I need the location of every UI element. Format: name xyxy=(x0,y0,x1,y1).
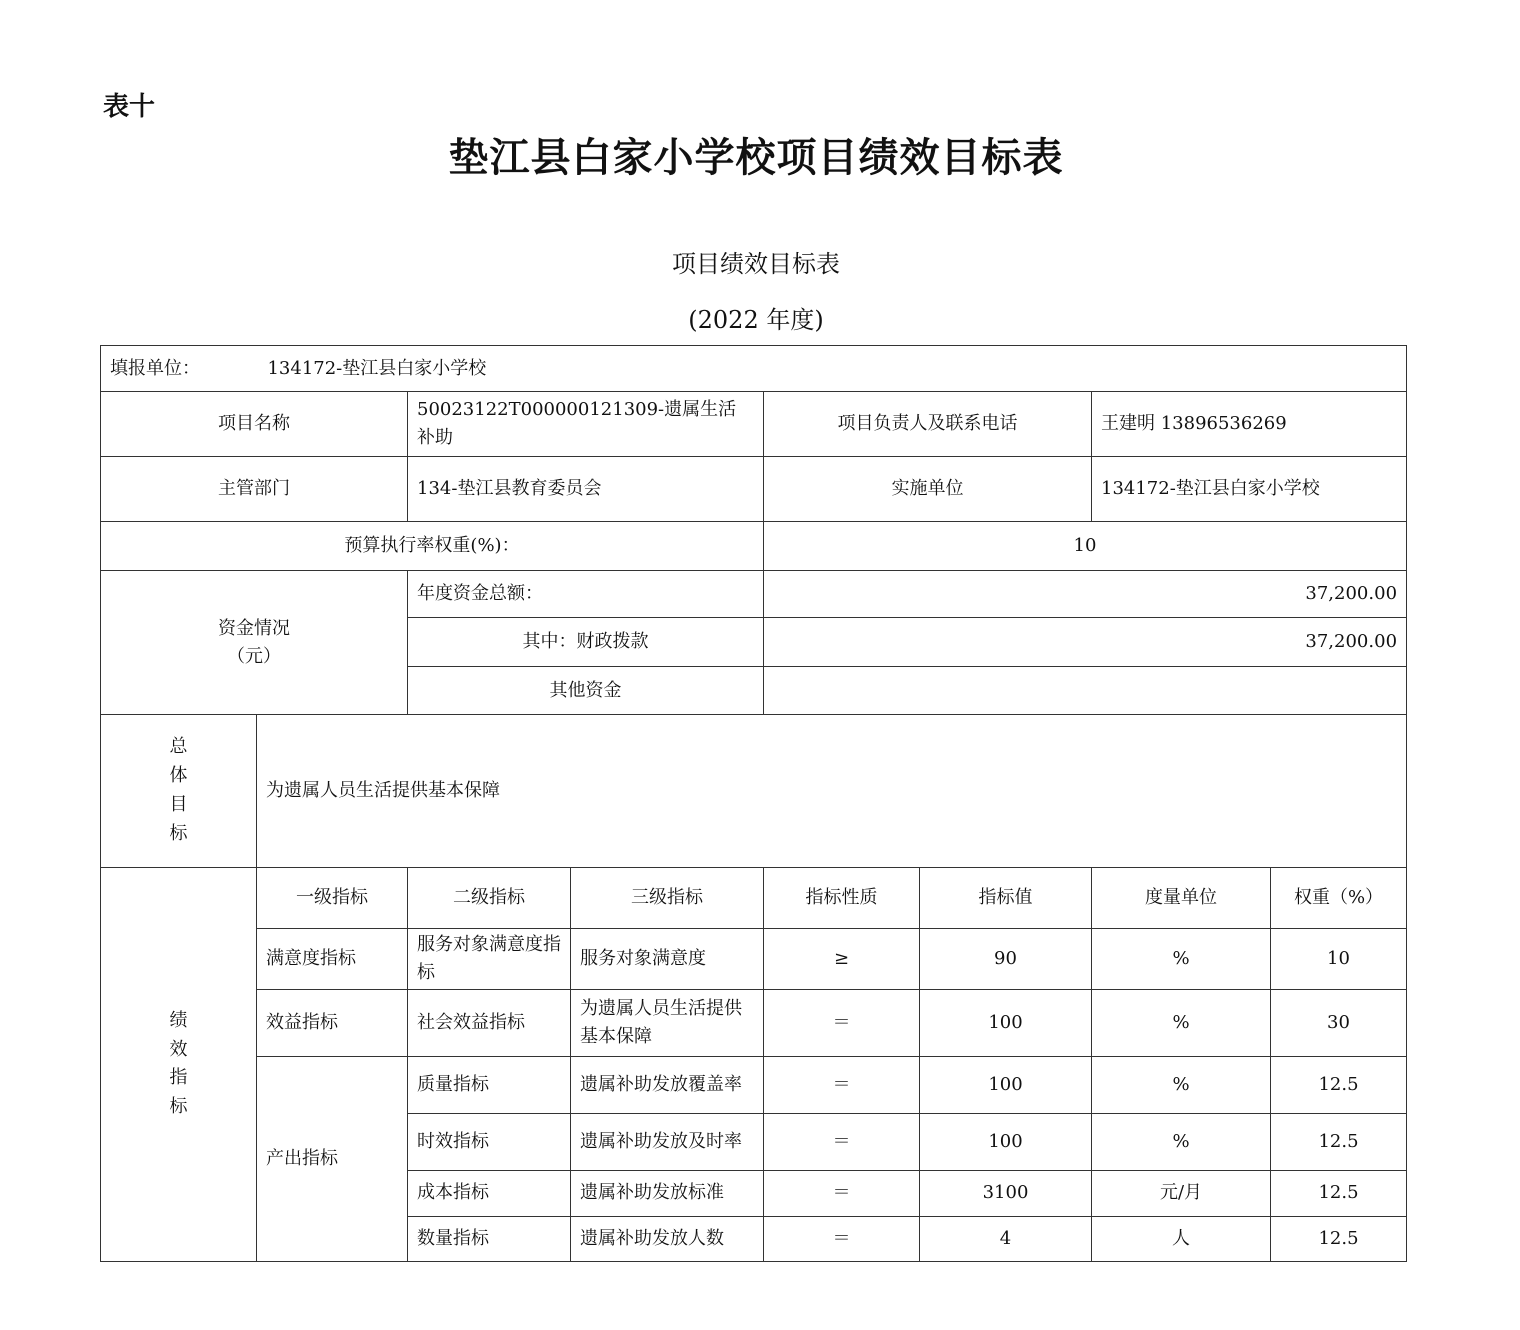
level2-cell: 服务对象满意度指标 xyxy=(408,929,571,990)
performance-indicator-char: 绩 xyxy=(169,1009,188,1031)
nature-cell: ＝ xyxy=(764,1216,920,1261)
level3-cell: 遗属补助发放人数 xyxy=(571,1216,764,1261)
header-unit: 度量单位 xyxy=(1092,868,1271,929)
weight-cell: 30 xyxy=(1271,989,1407,1056)
header-weight: 权重（%） xyxy=(1271,868,1407,929)
unit-cell: % xyxy=(1092,929,1271,990)
overall-goal-char: 标 xyxy=(169,822,188,844)
level3-cell: 遗属补助发放覆盖率 xyxy=(571,1056,764,1113)
table-subtitle: 项目绩效目标表 xyxy=(672,250,840,278)
table-row xyxy=(101,989,1407,1056)
table-row xyxy=(101,929,1407,990)
performance-indicator-char: 标 xyxy=(169,1096,188,1118)
table-row xyxy=(101,1056,1407,1113)
level3-cell: 遗属补助发放及时率 xyxy=(571,1113,764,1170)
dept-value: 134-垫江县教育委员会 xyxy=(408,457,764,522)
value-cell: 100 xyxy=(920,1056,1092,1113)
unit-cell: % xyxy=(1092,1056,1271,1113)
reporting-unit-value: 134172-垫江县白家小学校 xyxy=(267,357,487,379)
performance-target-table xyxy=(100,345,1407,1262)
level1-cell: 效益指标 xyxy=(257,989,408,1056)
unit-cell: 人 xyxy=(1092,1216,1271,1261)
contact-value: 王建明 13896536269 xyxy=(1092,392,1407,457)
other-funds-label: 其他资金 xyxy=(408,667,764,715)
value-cell: 4 xyxy=(920,1216,1092,1261)
document-title: 垫江县白家小学校项目绩效目标表 xyxy=(448,134,1064,181)
weight-cell: 12.5 xyxy=(1271,1170,1407,1216)
header-level2: 二级指标 xyxy=(408,868,571,929)
performance-indicator-char: 指 xyxy=(169,1067,188,1089)
header-nature: 指标性质 xyxy=(764,868,920,929)
level2-cell: 成本指标 xyxy=(408,1170,571,1216)
overall-goal-char: 体 xyxy=(169,765,188,787)
fund-status-label xyxy=(101,571,408,715)
header-level1: 一级指标 xyxy=(257,868,408,929)
nature-cell: ≥ xyxy=(764,929,920,990)
header-value: 指标值 xyxy=(920,868,1092,929)
fund-status-label-line2: （元） xyxy=(227,645,281,667)
nature-cell: ＝ xyxy=(764,1056,920,1113)
level3-cell: 为遗属人员生活提供基本保障 xyxy=(571,989,764,1056)
budget-weight-value: 10 xyxy=(764,522,1407,571)
nature-cell: ＝ xyxy=(764,1170,920,1216)
level2-cell: 时效指标 xyxy=(408,1113,571,1170)
header-level3: 三级指标 xyxy=(571,868,764,929)
level1-cell: 满意度指标 xyxy=(257,929,408,990)
level2-cell: 社会效益指标 xyxy=(408,989,571,1056)
project-name-value: 50023122T000000121309-遗属生活补助 xyxy=(408,392,764,457)
value-cell: 3100 xyxy=(920,1170,1092,1216)
overall-goal-text: 为遗属人员生活提供基本保障 xyxy=(257,715,1407,868)
other-funds-value xyxy=(764,667,1407,715)
impl-unit-label: 实施单位 xyxy=(764,457,1092,522)
level1-cell: 产出指标 xyxy=(257,1056,408,1261)
value-cell: 90 xyxy=(920,929,1092,990)
budget-weight-label: 预算执行率权重(%)： xyxy=(101,522,764,571)
weight-cell: 12.5 xyxy=(1271,1113,1407,1170)
weight-cell: 10 xyxy=(1271,929,1407,990)
fund-status-label-line1: 资金情况 xyxy=(218,617,290,639)
dept-label: 主管部门 xyxy=(101,457,408,522)
fiscal-year: (2022 年度) xyxy=(688,306,824,334)
level3-cell: 服务对象满意度 xyxy=(571,929,764,990)
unit-cell: % xyxy=(1092,1113,1271,1170)
table-number-label: 表十 xyxy=(103,92,156,122)
reporting-unit-row xyxy=(101,346,1407,392)
overall-goal-label xyxy=(101,715,257,868)
weight-cell: 12.5 xyxy=(1271,1056,1407,1113)
fiscal-appropriation-value: 37,200.00 xyxy=(764,618,1407,667)
reporting-unit-label: 填报单位： xyxy=(110,357,200,379)
nature-cell: ＝ xyxy=(764,1113,920,1170)
weight-cell: 12.5 xyxy=(1271,1216,1407,1261)
contact-label: 项目负责人及联系电话 xyxy=(764,392,1092,457)
unit-cell: 元/月 xyxy=(1092,1170,1271,1216)
annual-total-label: 年度资金总额： xyxy=(408,571,764,618)
level2-cell: 质量指标 xyxy=(408,1056,571,1113)
value-cell: 100 xyxy=(920,1113,1092,1170)
overall-goal-char: 总 xyxy=(169,736,188,758)
project-name-label: 项目名称 xyxy=(101,392,408,457)
level3-cell: 遗属补助发放标准 xyxy=(571,1170,764,1216)
impl-unit-value: 134172-垫江县白家小学校 xyxy=(1092,457,1407,522)
value-cell: 100 xyxy=(920,989,1092,1056)
unit-cell: % xyxy=(1092,989,1271,1056)
performance-indicator-label xyxy=(101,868,257,1262)
overall-goal-char: 目 xyxy=(169,794,188,815)
performance-indicator-char: 效 xyxy=(169,1038,188,1060)
nature-cell: ＝ xyxy=(764,989,920,1056)
fiscal-appropriation-label: 其中：财政拨款 xyxy=(408,618,764,667)
annual-total-value: 37,200.00 xyxy=(764,571,1407,618)
level2-cell: 数量指标 xyxy=(408,1216,571,1261)
